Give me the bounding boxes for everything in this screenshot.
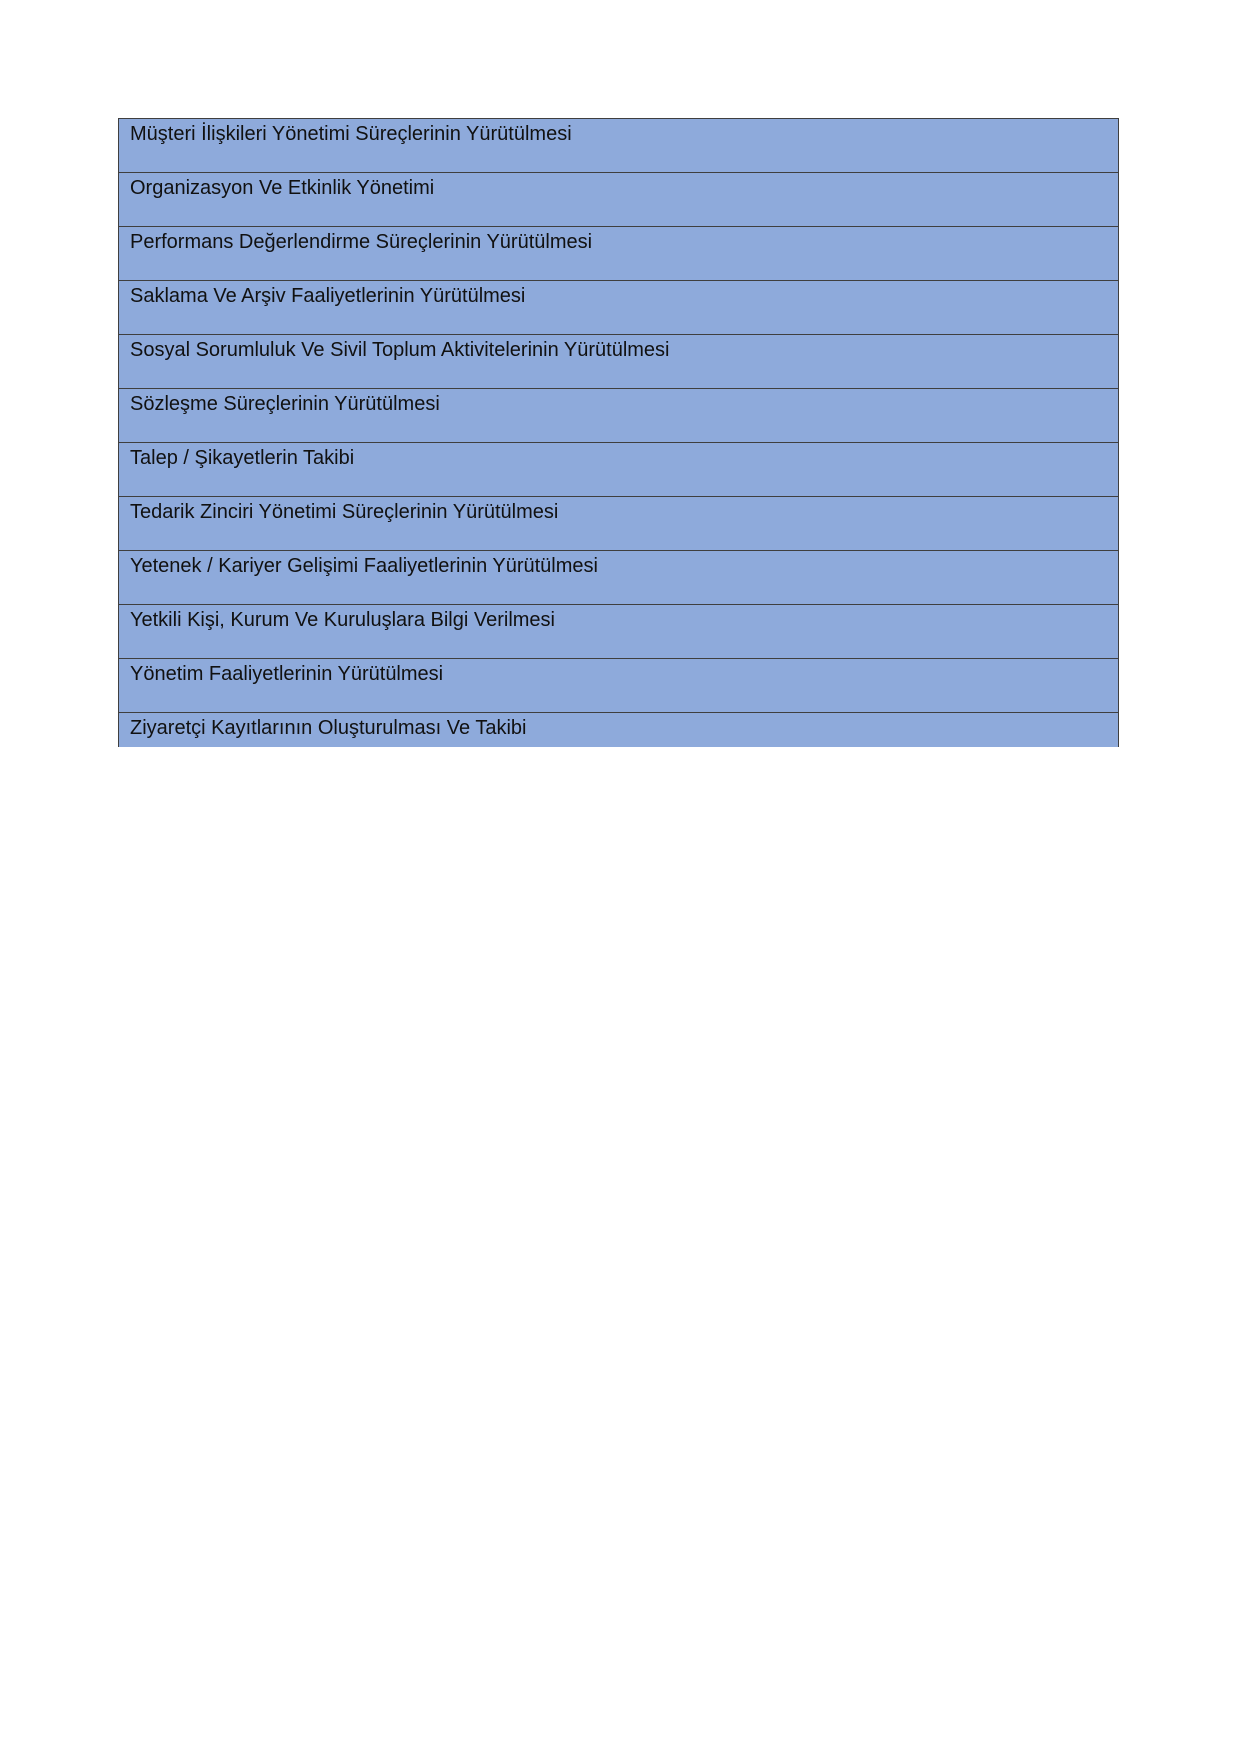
processing-purposes-table <box>118 118 1119 747</box>
table-row <box>119 497 1118 551</box>
table-cell-text: Saklama Ve Arşiv Faaliyetlerinin Yürütülmesi <box>130 285 526 307</box>
table-row <box>119 335 1118 389</box>
table-row <box>119 119 1118 173</box>
table-row <box>119 227 1118 281</box>
table-row <box>119 551 1118 605</box>
table-cell-text: Sözleşme Süreçlerinin Yürütülmesi <box>130 393 440 415</box>
table-row <box>119 605 1118 659</box>
table-cell-text: Tedarik Zinciri Yönetimi Süreçlerinin Yürütülmesi <box>130 501 559 523</box>
table-cell-text: Sosyal Sorumluluk Ve Sivil Toplum Aktivitelerinin Yürütülmesi <box>130 339 670 361</box>
table-cell-text: Performans Değerlendirme Süreçlerinin Yürütülmesi <box>130 231 593 253</box>
table-cell-text: Yetenek / Kariyer Gelişimi Faaliyetlerinin Yürütülmesi <box>130 555 598 577</box>
table-row <box>119 713 1118 747</box>
table-row <box>119 281 1118 335</box>
table-row <box>119 443 1118 497</box>
table-cell-text: Yönetim Faaliyetlerinin Yürütülmesi <box>130 663 444 685</box>
table-cell-text: Ziyaretçi Kayıtlarının Oluşturulması Ve Takibi <box>130 717 527 739</box>
table-cell-text: Talep / Şikayetlerin Takibi <box>130 447 355 469</box>
table-cell-text: Yetkili Kişi, Kurum Ve Kuruluşlara Bilgi Verilmesi <box>130 609 555 631</box>
table-row <box>119 173 1118 227</box>
table-row <box>119 659 1118 713</box>
table-row <box>119 389 1118 443</box>
table-cell-text: Müşteri İlişkileri Yönetimi Süreçlerinin Yürütülmesi <box>130 123 572 145</box>
table-cell-text: Organizasyon Ve Etkinlik Yönetimi <box>130 177 435 199</box>
